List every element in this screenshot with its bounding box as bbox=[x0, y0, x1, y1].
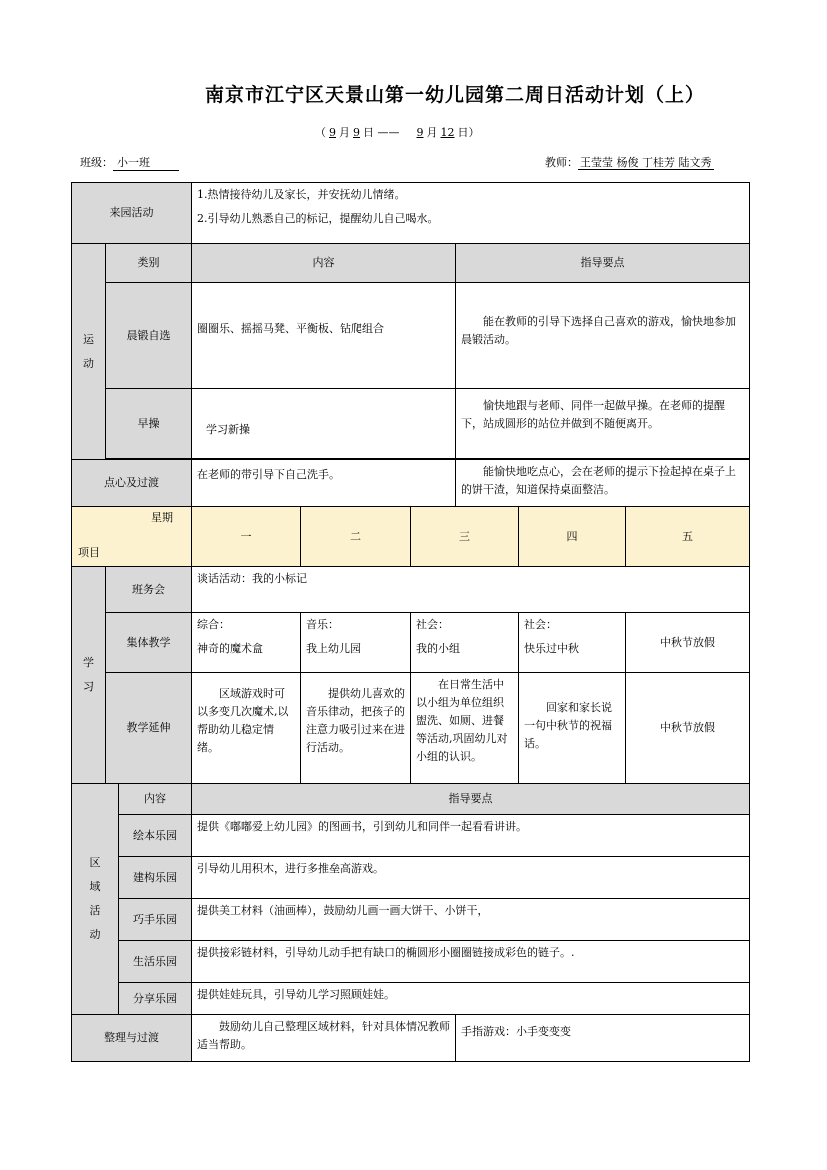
group-4-type: 社会： bbox=[524, 618, 558, 631]
areas-col-guide: 指导要点 bbox=[192, 784, 750, 815]
start-day: 9 bbox=[353, 126, 360, 139]
group-4-title: 快乐过中秋 bbox=[524, 642, 580, 655]
day-1: 一 bbox=[192, 507, 301, 567]
group-1-type: 综合： bbox=[197, 618, 231, 631]
extension-label: 教学延伸 bbox=[106, 673, 192, 784]
drill-row bbox=[72, 389, 750, 459]
group-3-title: 我的小组 bbox=[416, 642, 461, 655]
day-5: 五 bbox=[626, 507, 750, 567]
morning-exercise-label: 晨锻自选 bbox=[106, 283, 192, 389]
group-2 bbox=[301, 613, 411, 673]
meeting-label: 班务会 bbox=[106, 567, 192, 613]
extension-row bbox=[72, 673, 750, 784]
item-label: 项目 bbox=[78, 546, 100, 559]
class-info bbox=[80, 154, 179, 171]
end-month: 9 bbox=[416, 126, 424, 139]
tidy-row bbox=[72, 1015, 750, 1062]
area-name-2: 建构乐园 bbox=[119, 857, 192, 899]
week-label: 星期 bbox=[151, 511, 174, 524]
teacher-info bbox=[545, 154, 714, 170]
learning-section-label: 学 习 bbox=[72, 567, 106, 784]
drill-label: 早操 bbox=[106, 389, 192, 459]
area-guide-3: 提供美工材料（油画棒），鼓励幼儿画一画大饼干、小饼干， bbox=[192, 899, 750, 941]
class-label: 班级： bbox=[80, 156, 113, 169]
area-name-3: 巧手乐园 bbox=[119, 899, 192, 941]
area-row bbox=[72, 983, 750, 1015]
group-1-title: 神奇的魔术盒 bbox=[197, 642, 264, 655]
extension-5: 中秋节放假 bbox=[626, 673, 750, 784]
day-4: 四 bbox=[519, 507, 626, 567]
start-month: 9 bbox=[329, 126, 336, 139]
snack-label: 点心及过渡 bbox=[72, 460, 192, 507]
extension-4: 回家和家长说一句中秋节的祝福话。 bbox=[519, 673, 626, 784]
week-header-row bbox=[72, 507, 750, 567]
date-open: （ bbox=[315, 126, 326, 139]
week-header-corner bbox=[72, 507, 192, 567]
area-name-5: 分享乐园 bbox=[119, 983, 192, 1015]
arrival-line-1: 1.热情接待幼儿及家长，并安抚幼儿情绪。 bbox=[197, 188, 406, 201]
day-2: 二 bbox=[301, 507, 411, 567]
group-1 bbox=[192, 613, 301, 673]
tidy-label: 整理与过渡 bbox=[72, 1015, 192, 1062]
start-month-char: 月 bbox=[339, 126, 350, 139]
drill-content: 学习新操 bbox=[192, 389, 456, 459]
areas-section-label: 区 域 活 动 bbox=[72, 784, 119, 1015]
extension-3: 在日常生活中以小组为单位组织盥洗、如厕、进餐等活动,巩固幼儿对小组的认识。 bbox=[411, 673, 519, 784]
area-guide-2: 引导幼儿用积木，进行多推垒高游戏。 bbox=[192, 857, 750, 899]
group-2-type: 音乐： bbox=[306, 618, 340, 631]
group-3 bbox=[411, 613, 519, 673]
areas-col-content: 内容 bbox=[119, 784, 192, 815]
meeting-content: 谈话活动：我的小标记 bbox=[192, 567, 750, 613]
morning-exercise-content: 圈圈乐、摇摇马凳、平衡板、钻爬组合 bbox=[192, 283, 456, 389]
drill-guide: 愉快地跟与老师、同伴一起做早操。在老师的提醒下，站成圆形的站位并做到不随便离开。 bbox=[456, 389, 750, 459]
snack-content: 在老师的带引导下自己洗手。 bbox=[192, 460, 456, 507]
exercise-section-label: 运 动 bbox=[72, 244, 106, 460]
area-name-4: 生活乐园 bbox=[119, 941, 192, 983]
arrival-label: 来园活动 bbox=[72, 183, 192, 244]
group-4 bbox=[519, 613, 626, 673]
morning-exercise-guide: 能在教师的引导下选择自己喜欢的游戏，愉快地参加晨锻活动。 bbox=[456, 283, 750, 389]
class-value: 小一班 bbox=[113, 154, 179, 171]
date-close: 日） bbox=[457, 126, 480, 139]
start-day-char: 日 —— bbox=[363, 126, 400, 139]
tidy-content: 鼓励幼儿自己整理区域材料，针对具体情况教师适当帮助。 bbox=[192, 1015, 456, 1062]
extension-1: 区域游戏时可以多变几次魔术,以帮助幼儿稳定情绪。 bbox=[192, 673, 301, 784]
group-3-type: 社会： bbox=[416, 618, 450, 631]
arrival-content bbox=[192, 183, 750, 244]
plan-table bbox=[71, 182, 750, 1062]
morning-exercise-row bbox=[72, 283, 750, 389]
exercise-col-content: 内容 bbox=[192, 244, 456, 283]
area-guide-1: 提供《嘟嘟爱上幼儿园》的图画书，引到幼儿和同伴一起看看讲讲。 bbox=[192, 815, 750, 857]
date-range bbox=[315, 124, 480, 140]
teacher-value: 王莹莹 杨俊 丁桂芳 陆文秀 bbox=[580, 156, 712, 169]
group-teaching-label: 集体教学 bbox=[106, 613, 192, 673]
day-3: 三 bbox=[411, 507, 519, 567]
area-row bbox=[72, 899, 750, 941]
end-month-char: 月 bbox=[426, 126, 438, 139]
group-2-title: 我上幼儿园 bbox=[306, 642, 362, 655]
end-day: 12 bbox=[440, 126, 455, 139]
area-row bbox=[72, 941, 750, 983]
area-row bbox=[72, 857, 750, 899]
group-5-title: 中秋节放假 bbox=[626, 613, 750, 673]
area-row bbox=[72, 815, 750, 857]
arrival-row bbox=[72, 183, 750, 244]
snack-row bbox=[72, 460, 750, 507]
snack-guide: 能愉快地吃点心，会在老师的提示下捡起掉在桌子上的饼干渣，知道保持桌面整洁。 bbox=[456, 460, 750, 507]
area-name-1: 绘本乐园 bbox=[119, 815, 192, 857]
tidy-guide: 手指游戏：小手变变变 bbox=[456, 1015, 750, 1062]
areas-header-row bbox=[72, 784, 750, 815]
arrival-line-2: 2.引导幼儿熟悉自己的标记，提醒幼儿自己喝水。 bbox=[197, 212, 439, 225]
group-teaching-row bbox=[72, 613, 750, 673]
exercise-col-guide: 指导要点 bbox=[456, 244, 750, 283]
teacher-label: 教师： bbox=[545, 156, 578, 169]
exercise-header-row bbox=[72, 244, 750, 283]
area-guide-4: 提供接彩链材料，引导幼儿动手把有缺口的椭圆形小圈圈链接成彩色的链子。. bbox=[192, 941, 750, 983]
page-title: 南京市江宁区天景山第一幼儿园第二周日活动计划（上） bbox=[205, 84, 706, 106]
area-guide-5: 提供娃娃玩具，引导幼儿学习照顾娃娃。 bbox=[192, 983, 750, 1015]
exercise-col-type: 类别 bbox=[106, 244, 192, 283]
meeting-row bbox=[72, 567, 750, 613]
extension-2: 提供幼儿喜欢的音乐律动，把孩子的注意力吸引过来在进行活动。 bbox=[301, 673, 411, 784]
